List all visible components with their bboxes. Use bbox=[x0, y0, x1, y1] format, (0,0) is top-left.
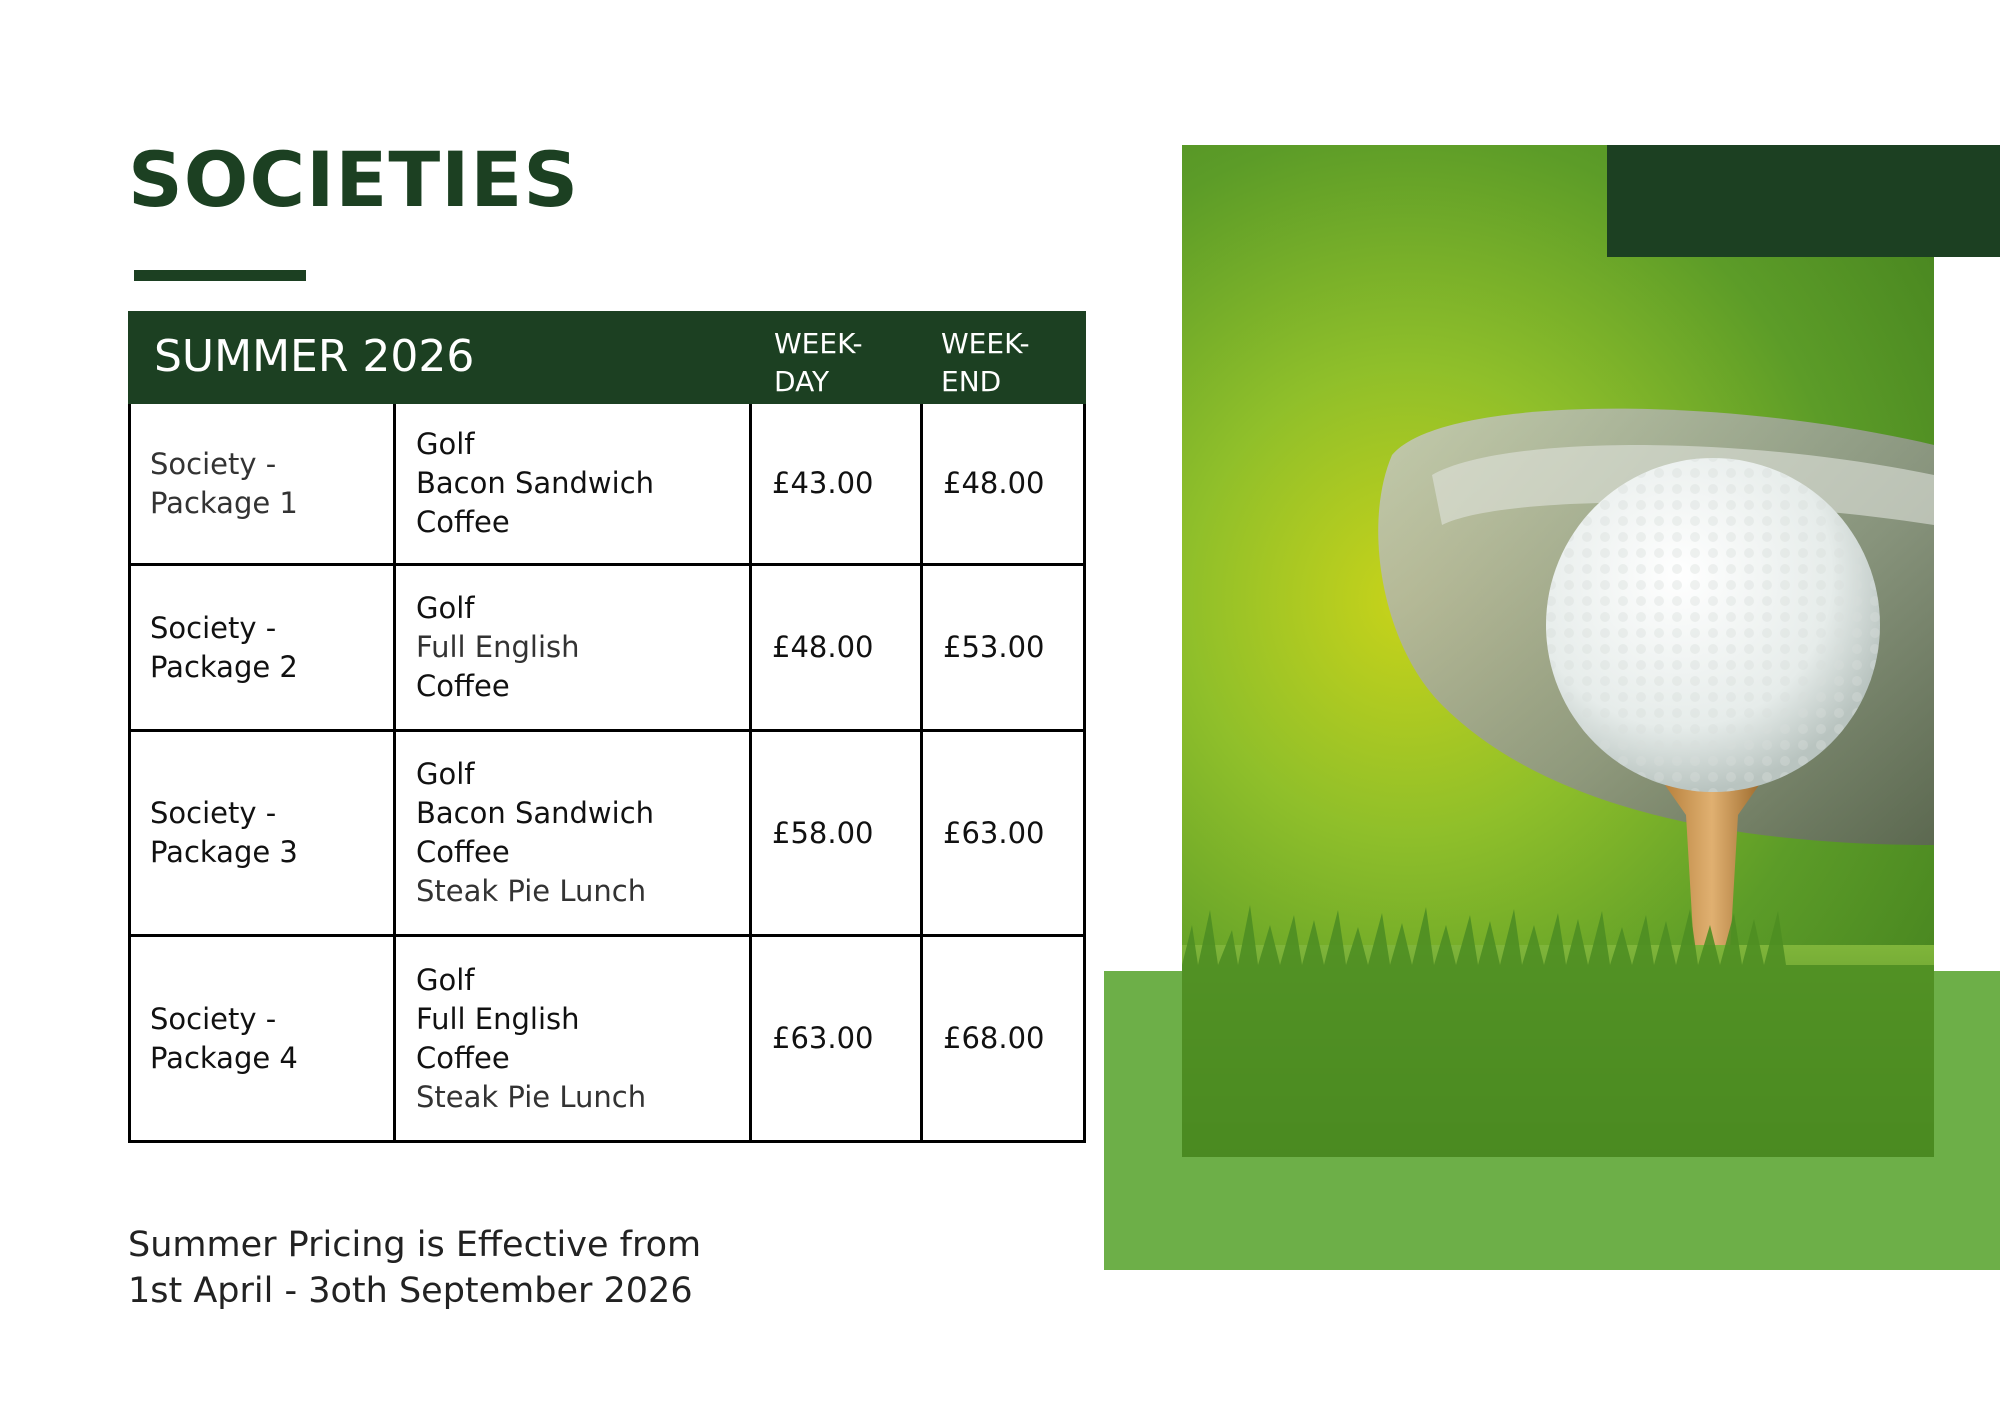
package-name: Society - Package 1 bbox=[150, 446, 298, 520]
pricing-note: Summer Pricing is Effective from 1st April - 3oth September 2026 bbox=[128, 1225, 702, 1311]
table-row bbox=[128, 732, 1086, 937]
package-items: Golf Bacon Sandwich Coffee bbox=[416, 427, 655, 539]
weekend-price: £68.00 bbox=[943, 1021, 1045, 1055]
golf-ball-photo bbox=[1182, 145, 1934, 1157]
weekend-price: £48.00 bbox=[943, 466, 1045, 500]
package-items: Golf Full English Coffee bbox=[416, 591, 580, 703]
package-items: Golf Full English Coffee Steak Pie Lunch bbox=[416, 962, 647, 1114]
table-row bbox=[128, 404, 1086, 566]
weekday-price: £48.00 bbox=[772, 630, 874, 664]
weekend-price: £53.00 bbox=[943, 630, 1045, 664]
weekday-column-header: WEEK- DAY bbox=[774, 327, 863, 398]
pricing-table bbox=[128, 311, 1086, 1143]
decorative-dark-block bbox=[1607, 145, 2000, 257]
weekend-column-header: WEEK- END bbox=[941, 327, 1030, 398]
table-row bbox=[128, 566, 1086, 732]
package-items: Golf Bacon Sandwich Coffee Steak Pie Lunch bbox=[416, 757, 655, 908]
weekday-price: £63.00 bbox=[772, 1021, 874, 1055]
package-name: Society - Package 4 bbox=[150, 1001, 298, 1075]
title-underline bbox=[134, 270, 306, 281]
weekday-price: £43.00 bbox=[772, 466, 874, 500]
table-row bbox=[128, 937, 1086, 1143]
weekday-price: £58.00 bbox=[772, 815, 874, 850]
season-label: SUMMER 2026 bbox=[154, 331, 475, 382]
package-name: Society - Package 3 bbox=[150, 796, 298, 869]
table-header bbox=[128, 311, 1086, 404]
golf-ball-on-tee-icon bbox=[1182, 145, 1934, 1157]
weekend-price: £63.00 bbox=[943, 815, 1045, 850]
page-title: SOCIETIES bbox=[128, 135, 580, 224]
package-name: Society - Package 2 bbox=[150, 610, 298, 684]
